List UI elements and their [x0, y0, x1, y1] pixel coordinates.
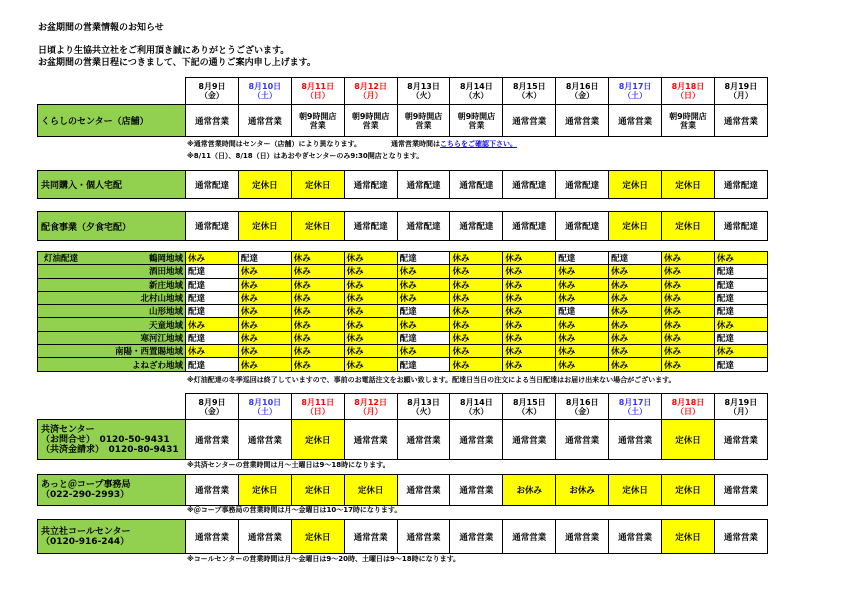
kerosene-cell: 休み — [397, 318, 450, 331]
date-label: 8月9日 — [198, 82, 226, 91]
kerosene-cell: 休み — [291, 252, 344, 265]
date-label: 8月12日 — [354, 82, 387, 91]
kerosene-cell: 配達 — [238, 252, 291, 265]
kerosene-cell: 休み — [662, 265, 715, 278]
call-center-row — [38, 520, 768, 554]
schedule-cell: 定休日 — [662, 475, 715, 506]
schedule-cell: 通常営業 — [714, 475, 767, 506]
kerosene-cell: 配達 — [186, 291, 239, 304]
kerosene-cell: 休み — [450, 252, 503, 265]
kerosene-cell: 休み — [238, 265, 291, 278]
schedule-cell: 通常営業 — [344, 420, 397, 460]
kerosene-region-row — [38, 278, 768, 291]
schedule-cell: 通常配達 — [450, 171, 503, 199]
kerosene-region-label — [38, 278, 186, 291]
schedule-cell: 定休日 — [291, 212, 344, 241]
kyosai-note: ※共済センターの営業時間は月～土曜日は9～18時になります。 — [187, 461, 390, 469]
kerosene-cell: 休み — [397, 265, 450, 278]
kerosene-note: ※灯油配達の冬季巡回は終了していますので、事前のお電話注文をお願い致します。配達日当日の注文による当日配達はお届け出来ない場合がございます。 — [187, 376, 676, 384]
date-label: 8月12日 — [354, 397, 387, 407]
kerosene-cell: 休み — [609, 318, 662, 331]
atto-row — [38, 475, 768, 506]
kurashi-label: くらしのセンター（店舗） — [38, 105, 186, 137]
schedule-cell: 定休日 — [662, 420, 715, 460]
date-header — [609, 394, 662, 420]
date-header — [609, 78, 662, 105]
kerosene-cell: 休み — [291, 318, 344, 331]
kerosene-cell: 休み — [238, 305, 291, 318]
schedule-cell: 通常営業 — [556, 105, 609, 137]
kerosene-cell: 休み — [714, 318, 767, 331]
kerosene-cell: 配達 — [186, 278, 239, 291]
schedule-cell: 通常配達 — [397, 212, 450, 241]
date-header — [238, 78, 291, 105]
kerosene-cell: 休み — [609, 265, 662, 278]
schedule-cell: 通常営業 — [609, 520, 662, 554]
schedule-cell: 定休日 — [344, 475, 397, 506]
intro-line-2: お盆期間の営業日程につきまして、下記の通りご案内申し上げます。 — [38, 58, 316, 68]
schedule-cell: 通常営業 — [609, 420, 662, 460]
schedule-cell: 定休日 — [662, 171, 715, 199]
kerosene-region-label — [38, 291, 186, 304]
schedule-cell: 通常配達 — [397, 171, 450, 199]
kerosene-cell: 休み — [291, 331, 344, 344]
schedule-cell: 通常営業 — [714, 420, 767, 460]
schedule-cell: 朝9時開店 営業 — [662, 105, 715, 137]
region-name: 天童地域 — [148, 320, 183, 331]
date-label: 8月18日 — [671, 397, 705, 407]
kerosene-cell: 休み — [609, 291, 662, 304]
kerosene-cell: 休み — [291, 291, 344, 304]
kyosai-row — [38, 420, 768, 460]
kurashi-note-2: ※8/11（日）、8/18（日）はあおやぎセンターのみ9:30開店となります。 — [187, 152, 424, 160]
weekday-label: （水） — [464, 91, 489, 100]
kerosene-cell: 休み — [344, 265, 397, 278]
date-label: 8月10日 — [248, 397, 282, 407]
region-name: 南陽・西置賜地域 — [114, 347, 183, 358]
kyodo-row — [38, 171, 768, 199]
kerosene-cell: 休み — [503, 265, 556, 278]
schedule-cell: 通常営業 — [238, 520, 291, 554]
date-header — [556, 78, 609, 105]
weekday-label: （月） — [728, 91, 753, 100]
kerosene-cell: 休み — [238, 331, 291, 344]
kerosene-cell: 休み — [186, 345, 239, 358]
region-name: 酒田地域 — [148, 267, 183, 278]
kerosene-cell: 休み — [450, 265, 503, 278]
weekday-label: （日） — [675, 406, 700, 416]
kerosene-region-label — [38, 305, 186, 318]
date-header — [397, 78, 450, 105]
schedule-cell: 定休日 — [662, 520, 715, 554]
kerosene-cell: 休み — [344, 252, 397, 265]
schedule-cell: お休み — [556, 475, 609, 506]
kerosene-cell: 休み — [291, 345, 344, 358]
kerosene-cell: 休み — [291, 358, 344, 371]
date-label: 8月19日 — [724, 82, 758, 91]
kerosene-cell: 配達 — [397, 358, 450, 371]
schedule-cell: 通常配達 — [186, 212, 239, 241]
kerosene-cell: 休み — [344, 331, 397, 344]
kerosene-region-row — [38, 331, 768, 344]
kerosene-cell: 休み — [186, 252, 239, 265]
region-name: 山形地域 — [148, 307, 183, 318]
schedule-cell: 通常配達 — [503, 212, 556, 241]
schedule-cell: 定休日 — [662, 212, 715, 241]
schedule-cell: 定休日 — [291, 420, 344, 460]
kyosai-label: 共済センター （お問合せ） 0120-50-9431 （共済金請求） 0120-80-9431 — [38, 420, 186, 460]
schedule-cell: 通常営業 — [503, 520, 556, 554]
kerosene-region-label — [38, 345, 186, 358]
kerosene-cell: 休み — [450, 358, 503, 371]
date-header — [344, 394, 397, 420]
header-blank — [38, 394, 186, 420]
kerosene-cell: 休み — [714, 252, 767, 265]
kerosene-cell: 休み — [186, 318, 239, 331]
schedule-cell: 通常営業 — [609, 105, 662, 137]
kerosene-cell: 休み — [662, 331, 715, 344]
date-header — [503, 78, 556, 105]
kurashi-note-1: ※通常営業時間はセンター（店舗）により異なります。 通常営業時間はこちらをご確認下さい。 — [187, 140, 517, 148]
kerosene-cell: 休み — [662, 291, 715, 304]
schedule-cell: 通常営業 — [186, 520, 239, 554]
kerosene-cell: 休み — [238, 278, 291, 291]
date-header — [662, 394, 715, 420]
kerosene-cell: 休み — [450, 331, 503, 344]
kerosene-cell: 配達 — [714, 358, 767, 371]
kerosene-cell: 休み — [556, 358, 609, 371]
region-name: 新庄地域 — [148, 280, 183, 291]
schedule-cell: 定休日 — [609, 171, 662, 199]
kerosene-cell: 休み — [291, 278, 344, 291]
schedule-cell: お休み — [503, 475, 556, 506]
kerosene-cell: 配達 — [397, 252, 450, 265]
schedule-cell: 朝9時開店 営業 — [450, 105, 503, 137]
kurashi-row — [38, 105, 768, 137]
schedule-cell: 通常配達 — [344, 212, 397, 241]
date-header — [344, 78, 397, 105]
kerosene-cell: 休み — [609, 278, 662, 291]
weekday-label: （木） — [517, 91, 542, 100]
schedule-cell: 通常営業 — [503, 105, 556, 137]
kerosene-cell: 配達 — [556, 252, 609, 265]
weekday-label: （月） — [728, 406, 753, 416]
schedule-cell: 通常営業 — [344, 520, 397, 554]
atto-note: ※＠コープ事務局の営業時間は月～金曜日は10～17時になります。 — [187, 506, 402, 514]
kerosene-region-label — [38, 318, 186, 331]
kerosene-cell: 休み — [662, 305, 715, 318]
kerosene-region-row — [38, 318, 768, 331]
weekday-label: （金） — [199, 406, 224, 416]
kyosai-table — [37, 393, 768, 460]
kerosene-cell: 休み — [238, 291, 291, 304]
kerosene-cell: 休み — [344, 278, 397, 291]
kerosene-cell: 休み — [450, 305, 503, 318]
kerosene-cell: 休み — [291, 305, 344, 318]
kerosene-cell: 休み — [238, 345, 291, 358]
weekday-label: （土） — [623, 406, 648, 416]
date-header — [556, 394, 609, 420]
kerosene-cell: 配達 — [714, 265, 767, 278]
region-name: 鶴岡地域 — [148, 254, 183, 265]
date-header — [291, 394, 344, 420]
kerosene-cell: 休み — [344, 305, 397, 318]
schedule-cell: 通常配達 — [186, 171, 239, 199]
region-name: よねざわ地域 — [131, 360, 183, 371]
kerosene-region-row — [38, 291, 768, 304]
kerosene-table — [37, 251, 768, 372]
kerosene-cell: 休み — [344, 318, 397, 331]
kerosene-region-label — [38, 358, 186, 371]
schedule-cell: 朝9時開店 営業 — [397, 105, 450, 137]
kerosene-cell: 休み — [556, 345, 609, 358]
kerosene-cell: 休み — [556, 331, 609, 344]
kerosene-region-label — [38, 252, 186, 265]
call-center-note: ※コールセンターの営業時間は月～金曜日は9～20時、土曜日は9～18時になります。 — [187, 555, 461, 563]
call-center-table — [37, 519, 768, 554]
kerosene-region-row — [38, 345, 768, 358]
weekday-label: （土） — [623, 91, 648, 100]
weekday-label: （月） — [358, 406, 383, 416]
kerosene-cell: 休み — [450, 318, 503, 331]
kerosene-cell: 休み — [450, 345, 503, 358]
kerosene-cell: 休み — [344, 291, 397, 304]
kerosene-cell: 休み — [503, 291, 556, 304]
kerosene-cell: 休み — [397, 345, 450, 358]
weekday-label: （日） — [305, 91, 330, 100]
weekday-label: （土） — [252, 406, 277, 416]
date-header-row-2 — [38, 394, 768, 420]
weekday-label: （日） — [305, 406, 330, 416]
schedule-cell: 通常営業 — [714, 105, 767, 137]
weekday-label: （土） — [252, 91, 277, 100]
kerosene-cell: 休み — [450, 278, 503, 291]
date-header — [450, 394, 503, 420]
schedule-cell: 定休日 — [609, 212, 662, 241]
schedule-cell: 通常配達 — [503, 171, 556, 199]
kerosene-cell: 配達 — [609, 252, 662, 265]
schedule-cell: 通常営業 — [238, 420, 291, 460]
kerosene-cell: 休み — [609, 331, 662, 344]
call-center-label: 共立社コールセンター （0120-916-244） — [38, 520, 186, 554]
kerosene-cell: 配達 — [714, 305, 767, 318]
weekday-label: （火） — [411, 406, 436, 416]
kerosene-cell: 休み — [662, 345, 715, 358]
date-label: 8月13日 — [407, 397, 440, 407]
kerosene-cell: 休み — [344, 358, 397, 371]
kerosene-cell: 配達 — [714, 278, 767, 291]
schedule-cell: 通常営業 — [450, 520, 503, 554]
schedule-cell: 定休日 — [238, 475, 291, 506]
kerosene-cell: 休み — [238, 318, 291, 331]
haishoku-table — [37, 211, 768, 241]
kerosene-cell: 配達 — [186, 331, 239, 344]
kerosene-cell: 休み — [503, 318, 556, 331]
schedule-cell: 定休日 — [291, 475, 344, 506]
kerosene-region-row — [38, 265, 768, 278]
date-header — [714, 78, 767, 105]
date-label: 8月16日 — [565, 397, 599, 407]
schedule-cell: 定休日 — [609, 475, 662, 506]
kerosene-label: 灯油配達 — [44, 254, 79, 265]
kerosene-cell: 休み — [291, 265, 344, 278]
region-name: 北村山地域 — [140, 294, 183, 305]
date-header — [450, 78, 503, 105]
kerosene-region-label — [38, 265, 186, 278]
date-header — [397, 394, 450, 420]
kerosene-cell: 配達 — [714, 331, 767, 344]
haishoku-label: 配食事業（夕食宅配） — [38, 212, 186, 241]
kerosene-cell: 休み — [556, 278, 609, 291]
kerosene-cell: 配達 — [397, 305, 450, 318]
kerosene-cell: 配達 — [556, 305, 609, 318]
kerosene-cell: 休み — [503, 278, 556, 291]
date-header — [186, 394, 239, 420]
date-label: 8月10日 — [248, 82, 282, 91]
haishoku-row — [38, 212, 768, 241]
kerosene-cell: 休み — [503, 305, 556, 318]
schedule-cell: 通常営業 — [397, 420, 450, 460]
kerosene-cell: 休み — [662, 278, 715, 291]
schedule-cell: 定休日 — [291, 520, 344, 554]
weekday-label: （火） — [411, 91, 436, 100]
kerosene-cell: 休み — [344, 345, 397, 358]
date-header — [186, 78, 239, 105]
schedule-cell: 通常配達 — [556, 171, 609, 199]
schedule-cell: 通常配達 — [450, 212, 503, 241]
schedule-cell: 通常営業 — [556, 420, 609, 460]
date-header — [238, 394, 291, 420]
kerosene-cell: 休み — [714, 345, 767, 358]
kerosene-cell: 休み — [503, 358, 556, 371]
schedule-cell: 通常営業 — [397, 520, 450, 554]
kerosene-region-row — [38, 358, 768, 371]
kerosene-cell: 配達 — [186, 265, 239, 278]
kerosene-cell: 休み — [609, 358, 662, 371]
schedule-cell: 通常配達 — [344, 171, 397, 199]
weekday-label: （金） — [570, 91, 595, 100]
weekday-label: （金） — [199, 91, 224, 100]
region-name: 寒河江地域 — [140, 333, 183, 344]
kerosene-cell: 休み — [556, 291, 609, 304]
schedule-cell: 通常営業 — [397, 475, 450, 506]
kerosene-region-row — [38, 252, 768, 265]
kerosene-cell: 休み — [609, 345, 662, 358]
intro-line-1: 日頃より生協共立社をご利用頂き誠にありがとうございます。 — [38, 46, 290, 56]
header-blank — [38, 78, 186, 105]
kyodo-table — [37, 170, 768, 199]
schedule-cell: 通常営業 — [450, 475, 503, 506]
date-label: 8月14日 — [460, 82, 493, 91]
weekday-label: （月） — [358, 91, 383, 100]
schedule-cell: 通常配達 — [714, 212, 767, 241]
kerosene-cell: 休み — [662, 358, 715, 371]
page-title: お盆期間の営業情報のお知らせ — [38, 23, 164, 33]
date-label: 8月16日 — [565, 82, 599, 91]
kerosene-cell: 休み — [503, 331, 556, 344]
kerosene-cell: 配達 — [186, 358, 239, 371]
weekday-label: （木） — [517, 406, 542, 416]
date-label: 8月15日 — [512, 397, 546, 407]
kerosene-cell: 配達 — [186, 305, 239, 318]
date-label: 8月19日 — [724, 397, 758, 407]
schedule-cell: 朝9時開店 営業 — [344, 105, 397, 137]
date-header — [714, 394, 767, 420]
date-label: 8月17日 — [618, 82, 652, 91]
kerosene-cell: 休み — [397, 278, 450, 291]
kerosene-cell: 休み — [397, 291, 450, 304]
kerosene-cell: 休み — [662, 252, 715, 265]
store-schedule-table — [37, 77, 768, 137]
atto-label: あっと＠コープ事務局 （022-290-2993） — [38, 475, 186, 506]
schedule-cell: 定休日 — [238, 212, 291, 241]
kerosene-cell: 休み — [238, 358, 291, 371]
kerosene-cell: 休み — [503, 345, 556, 358]
store-hours-link[interactable]: こちらをご確認下さい。 — [439, 140, 517, 148]
kerosene-cell: 休み — [556, 265, 609, 278]
schedule-cell: 通常営業 — [556, 520, 609, 554]
schedule-cell: 通常営業 — [186, 105, 239, 137]
kerosene-cell: 休み — [503, 252, 556, 265]
date-header — [291, 78, 344, 105]
date-label: 8月14日 — [460, 397, 493, 407]
kerosene-cell: 配達 — [397, 331, 450, 344]
weekday-label: （金） — [570, 406, 595, 416]
kerosene-cell: 休み — [609, 305, 662, 318]
kerosene-cell: 休み — [662, 318, 715, 331]
kerosene-cell: 休み — [450, 291, 503, 304]
schedule-cell: 通常営業 — [238, 105, 291, 137]
date-label: 8月15日 — [512, 82, 546, 91]
atto-table — [37, 474, 768, 506]
schedule-cell: 通常営業 — [186, 420, 239, 460]
schedule-cell: 通常配達 — [714, 171, 767, 199]
date-label: 8月11日 — [301, 82, 335, 91]
schedule-cell: 通常営業 — [186, 475, 239, 506]
date-label: 8月9日 — [198, 397, 226, 407]
schedule-cell: 通常営業 — [503, 420, 556, 460]
kerosene-cell: 休み — [556, 318, 609, 331]
date-header — [662, 78, 715, 105]
kerosene-region-row — [38, 305, 768, 318]
schedule-cell: 通常配達 — [556, 212, 609, 241]
schedule-cell: 通常営業 — [714, 520, 767, 554]
schedule-cell: 定休日 — [291, 171, 344, 199]
schedule-cell: 定休日 — [238, 171, 291, 199]
date-label: 8月13日 — [407, 82, 440, 91]
date-header-row — [38, 78, 768, 105]
date-header — [503, 394, 556, 420]
date-label: 8月11日 — [301, 397, 335, 407]
kerosene-cell: 配達 — [714, 291, 767, 304]
date-label: 8月17日 — [618, 397, 652, 407]
weekday-label: （水） — [464, 406, 489, 416]
schedule-cell: 朝9時開店 営業 — [291, 105, 344, 137]
weekday-label: （日） — [675, 91, 700, 100]
date-label: 8月18日 — [671, 82, 705, 91]
schedule-cell: 通常営業 — [450, 420, 503, 460]
kyodo-label: 共同購入・個人宅配 — [38, 171, 186, 199]
kerosene-region-label — [38, 331, 186, 344]
